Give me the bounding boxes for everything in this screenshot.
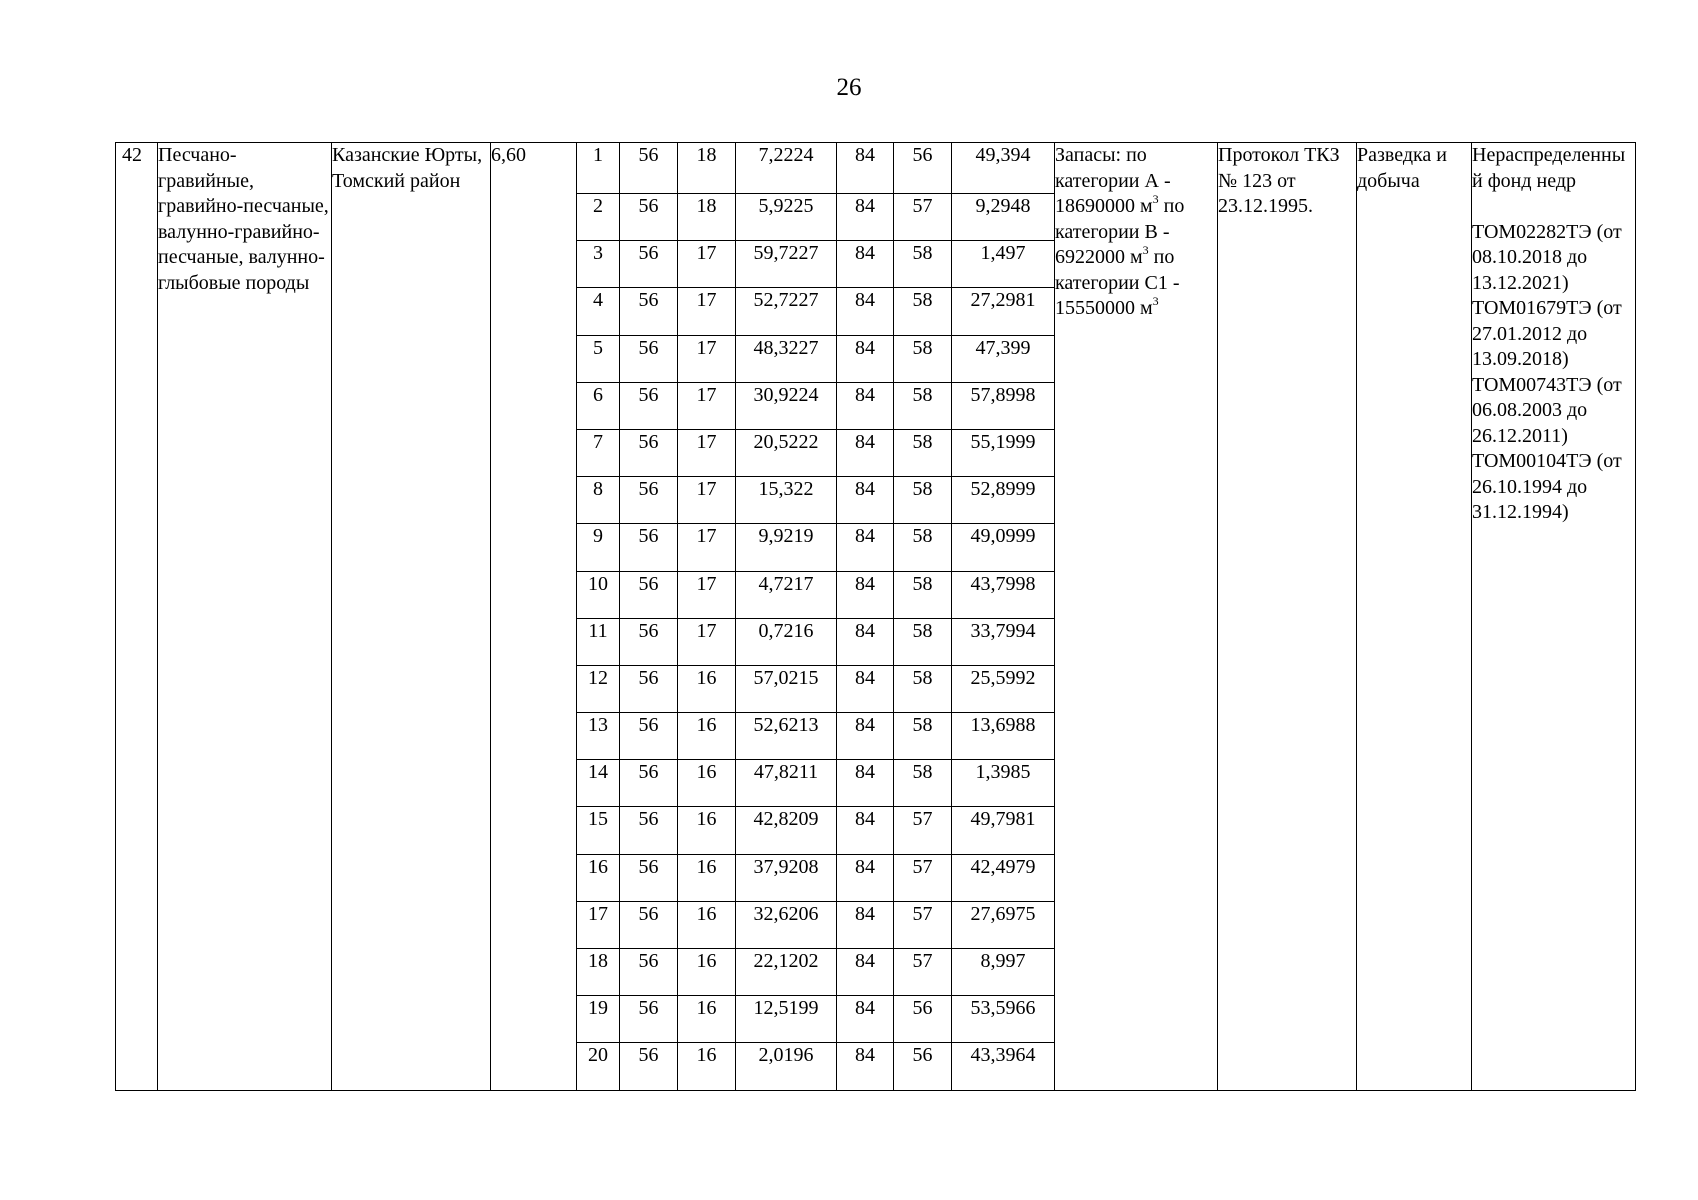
lon-seconds: 27,2981: [952, 288, 1055, 335]
coordinate-row: [116, 143, 1636, 194]
unit-superscript: 3: [1142, 243, 1149, 258]
lon-degrees: 84: [837, 571, 894, 618]
lat-minutes: 18: [678, 194, 736, 241]
record-fund: [1472, 143, 1636, 1091]
lat-degrees: 56: [620, 241, 678, 288]
lon-seconds: 25,5992: [952, 665, 1055, 712]
point-number: 13: [577, 713, 620, 760]
lat-degrees: 56: [620, 288, 678, 335]
record-index: 42: [116, 143, 158, 1091]
lat-minutes: 16: [678, 854, 736, 901]
lon-degrees: 84: [837, 901, 894, 948]
lat-minutes: 16: [678, 996, 736, 1043]
lon-seconds: 49,394: [952, 143, 1055, 194]
lat-seconds: 52,6213: [736, 713, 837, 760]
lon-degrees: 84: [837, 524, 894, 571]
lat-degrees: 56: [620, 901, 678, 948]
point-number: 19: [577, 996, 620, 1043]
point-number: 9: [577, 524, 620, 571]
lat-minutes: 17: [678, 429, 736, 476]
lon-degrees: 84: [837, 477, 894, 524]
lon-seconds: 57,8998: [952, 382, 1055, 429]
lat-minutes: 17: [678, 241, 736, 288]
point-number: 15: [577, 807, 620, 854]
license-entry: ТОМ00104ТЭ (от 26.10.1994 до 31.12.1994): [1472, 450, 1622, 523]
point-number: 20: [577, 1043, 620, 1090]
lon-seconds: 49,0999: [952, 524, 1055, 571]
lon-degrees: 84: [837, 618, 894, 665]
lat-seconds: 5,9225: [736, 194, 837, 241]
fund-status: Нераспределенный фонд недр: [1472, 144, 1626, 192]
lat-minutes: 16: [678, 713, 736, 760]
lon-minutes: 56: [894, 143, 952, 194]
lat-seconds: 2,0196: [736, 1043, 837, 1090]
lon-minutes: 58: [894, 241, 952, 288]
spacer: [1472, 194, 1635, 220]
lon-minutes: 57: [894, 949, 952, 996]
reserves-text: по категории С1 - 15550000 м: [1055, 246, 1180, 319]
lat-seconds: 37,9208: [736, 854, 837, 901]
lon-seconds: 33,7994: [952, 618, 1055, 665]
lon-degrees: 84: [837, 665, 894, 712]
lon-degrees: 84: [837, 429, 894, 476]
license-entry: ТОМ00743ТЭ (от 06.08.2003 до 26.12.2011): [1472, 373, 1622, 447]
lon-degrees: 84: [837, 194, 894, 241]
record-reserves: [1055, 143, 1218, 1091]
lat-minutes: 17: [678, 618, 736, 665]
lon-minutes: 57: [894, 901, 952, 948]
lon-seconds: 49,7981: [952, 807, 1055, 854]
point-number: 8: [577, 477, 620, 524]
reserves-text: Запасы: по категории А - 18690000 м: [1055, 144, 1171, 217]
point-number: 17: [577, 901, 620, 948]
lon-seconds: 9,2948: [952, 194, 1055, 241]
lat-minutes: 17: [678, 335, 736, 382]
lon-degrees: 84: [837, 1043, 894, 1090]
lat-seconds: 48,3227: [736, 335, 837, 382]
lat-seconds: 7,2224: [736, 143, 837, 194]
point-number: 10: [577, 571, 620, 618]
lon-seconds: 53,5966: [952, 996, 1055, 1043]
lat-minutes: 17: [678, 288, 736, 335]
record-protocol: Протокол ТКЗ № 123 от 23.12.1995.: [1218, 143, 1357, 1091]
lon-degrees: 84: [837, 382, 894, 429]
record-location: Казанские Юрты, Томский район: [332, 143, 491, 1091]
lon-degrees: 84: [837, 335, 894, 382]
lat-minutes: 17: [678, 382, 736, 429]
lon-degrees: 84: [837, 760, 894, 807]
lat-degrees: 56: [620, 854, 678, 901]
lat-degrees: 56: [620, 571, 678, 618]
lon-minutes: 58: [894, 665, 952, 712]
lon-degrees: 84: [837, 807, 894, 854]
lat-seconds: 57,0215: [736, 665, 837, 712]
point-number: 2: [577, 194, 620, 241]
lon-minutes: 57: [894, 854, 952, 901]
lon-minutes: 58: [894, 477, 952, 524]
deposits-table: [115, 142, 1636, 1091]
point-number: 4: [577, 288, 620, 335]
record-description: Песчано-гравийные, гравийно-песчаные, валунно-гравийно-песчаные, валунно-глыбовые породы: [158, 143, 332, 1091]
lat-seconds: 12,5199: [736, 996, 837, 1043]
point-number: 1: [577, 143, 620, 194]
lat-minutes: 16: [678, 901, 736, 948]
lat-minutes: 16: [678, 949, 736, 996]
lat-degrees: 56: [620, 194, 678, 241]
lon-seconds: 43,7998: [952, 571, 1055, 618]
lat-minutes: 17: [678, 571, 736, 618]
lon-degrees: 84: [837, 143, 894, 194]
lat-minutes: 18: [678, 143, 736, 194]
lat-minutes: 16: [678, 1043, 736, 1090]
lat-degrees: 56: [620, 524, 678, 571]
lon-minutes: 57: [894, 807, 952, 854]
lon-minutes: 58: [894, 429, 952, 476]
lon-seconds: 1,3985: [952, 760, 1055, 807]
reserves-text: по категории В - 6922000 м: [1055, 195, 1185, 268]
lon-minutes: 58: [894, 335, 952, 382]
lat-minutes: 16: [678, 760, 736, 807]
lat-seconds: 30,9224: [736, 382, 837, 429]
lat-seconds: 47,8211: [736, 760, 837, 807]
lat-degrees: 56: [620, 477, 678, 524]
lon-minutes: 56: [894, 1043, 952, 1090]
lat-seconds: 52,7227: [736, 288, 837, 335]
lon-seconds: 43,3964: [952, 1043, 1055, 1090]
lat-degrees: 56: [620, 665, 678, 712]
record-purpose: Разведка и добыча: [1357, 143, 1472, 1091]
lat-seconds: 42,8209: [736, 807, 837, 854]
lat-seconds: 4,7217: [736, 571, 837, 618]
lat-minutes: 16: [678, 807, 736, 854]
lat-minutes: 17: [678, 524, 736, 571]
point-number: 3: [577, 241, 620, 288]
lon-minutes: 58: [894, 524, 952, 571]
lon-seconds: 13,6988: [952, 713, 1055, 760]
lat-seconds: 15,322: [736, 477, 837, 524]
lon-degrees: 84: [837, 854, 894, 901]
lat-seconds: 0,7216: [736, 618, 837, 665]
lat-seconds: 9,9219: [736, 524, 837, 571]
page-number: 26: [836, 74, 862, 101]
point-number: 6: [577, 382, 620, 429]
lon-minutes: 58: [894, 760, 952, 807]
lat-degrees: 56: [620, 713, 678, 760]
lat-degrees: 56: [620, 335, 678, 382]
lon-degrees: 84: [837, 288, 894, 335]
point-number: 11: [577, 618, 620, 665]
license-entry: ТОМ01679ТЭ (от 27.01.2012 до 13.09.2018): [1472, 297, 1622, 370]
lon-minutes: 58: [894, 571, 952, 618]
lat-degrees: 56: [620, 429, 678, 476]
lon-degrees: 84: [837, 996, 894, 1043]
lat-degrees: 56: [620, 807, 678, 854]
unit-superscript: 3: [1152, 192, 1159, 207]
point-number: 7: [577, 429, 620, 476]
point-number: 18: [577, 949, 620, 996]
point-number: 12: [577, 665, 620, 712]
lat-degrees: 56: [620, 618, 678, 665]
record-area: 6,60: [491, 143, 577, 1091]
lat-seconds: 59,7227: [736, 241, 837, 288]
lat-minutes: 17: [678, 477, 736, 524]
lat-degrees: 56: [620, 949, 678, 996]
point-number: 5: [577, 335, 620, 382]
lon-minutes: 58: [894, 713, 952, 760]
lon-degrees: 84: [837, 949, 894, 996]
lat-seconds: 20,5222: [736, 429, 837, 476]
lon-seconds: 42,4979: [952, 854, 1055, 901]
lon-seconds: 8,997: [952, 949, 1055, 996]
lon-seconds: 52,8999: [952, 477, 1055, 524]
lon-minutes: 58: [894, 288, 952, 335]
license-entry: ТОМ02282ТЭ (от 08.10.2018 до 13.12.2021): [1472, 220, 1622, 294]
lon-degrees: 84: [837, 713, 894, 760]
point-number: 14: [577, 760, 620, 807]
point-number: 16: [577, 854, 620, 901]
lat-degrees: 56: [620, 1043, 678, 1090]
lon-minutes: 56: [894, 996, 952, 1043]
lon-minutes: 58: [894, 382, 952, 429]
lon-degrees: 84: [837, 241, 894, 288]
lat-seconds: 32,6206: [736, 901, 837, 948]
lon-seconds: 27,6975: [952, 901, 1055, 948]
lon-minutes: 58: [894, 618, 952, 665]
lon-seconds: 55,1999: [952, 429, 1055, 476]
lon-seconds: 1,497: [952, 241, 1055, 288]
lat-degrees: 56: [620, 760, 678, 807]
lon-minutes: 57: [894, 194, 952, 241]
lat-degrees: 56: [620, 996, 678, 1043]
lon-seconds: 47,399: [952, 335, 1055, 382]
lat-degrees: 56: [620, 143, 678, 194]
lat-degrees: 56: [620, 382, 678, 429]
lat-seconds: 22,1202: [736, 949, 837, 996]
lat-minutes: 16: [678, 665, 736, 712]
unit-superscript: 3: [1152, 294, 1159, 309]
